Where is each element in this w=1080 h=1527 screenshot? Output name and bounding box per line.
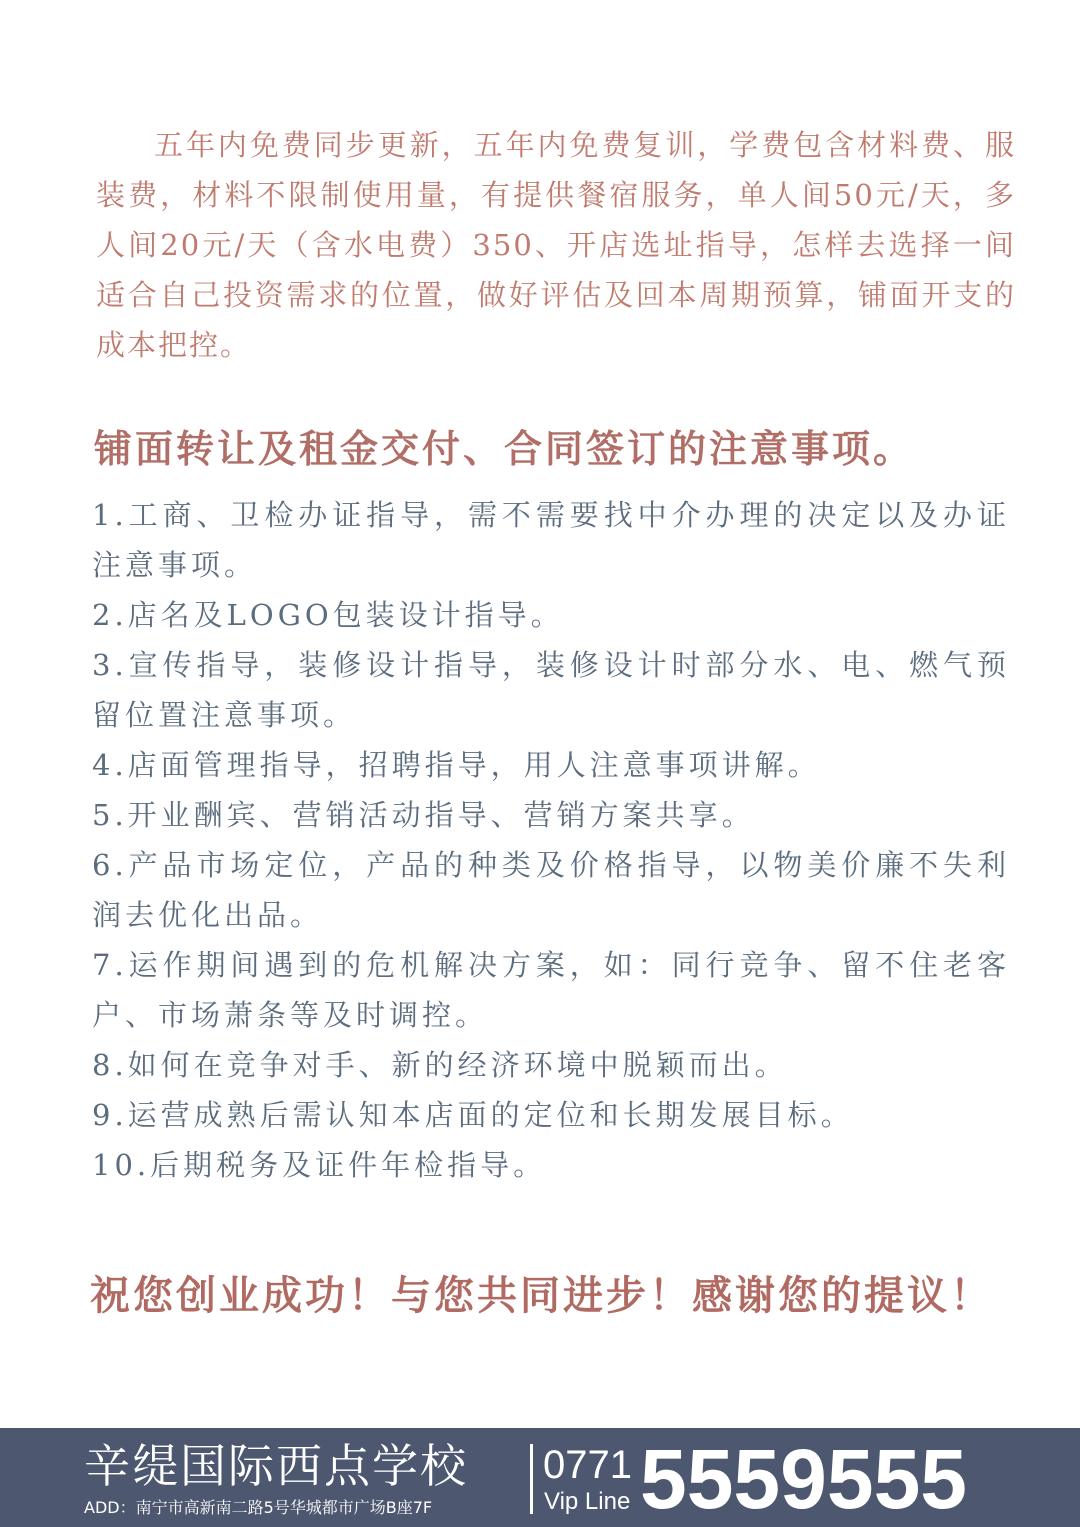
footer-banner xyxy=(0,1428,1080,1527)
phone-area-code: 0771 xyxy=(543,1443,632,1487)
guide-item: 9.运营成熟后需认知本店面的定位和长期发展目标。 xyxy=(92,1098,854,1132)
phone-number: 5559555 xyxy=(640,1432,968,1526)
intro-paragraph: 五年内免费同步更新，五年内免费复训，学费包含材料费、服装费，材料不限制使用量，有提供餐宿服务，单人间50元/天，多人间20元/天（含水电费）350、开店选址指导，怎样去选择一间适合自己投资需求的位置，做好评估及回本周期预算，铺面开支的成本把控。 xyxy=(96,128,1016,362)
guide-item: 3.宣传指导，装修设计指导，装修设计时部分水、电、燃气预留位置注意事项。 xyxy=(92,648,1010,732)
guide-item: 5.开业酬宾、营销活动指导、营销方案共享。 xyxy=(92,798,755,832)
section-title: 铺面转让及租金交付、合同签订的注意事项。 xyxy=(94,426,915,471)
closing-message: 祝您创业成功！与您共同进步！感谢您的提议！ xyxy=(90,1272,993,1319)
school-address: ADD：南宁市高新南二路5号华城都市广场B座7F xyxy=(84,1498,433,1517)
guide-item: 10.后期税务及证件年检指导。 xyxy=(92,1148,547,1182)
guide-item: 8.如何在竞争对手、新的经济环境中脱颖而出。 xyxy=(92,1048,788,1082)
guide-item: 1.工商、卫检办证指导，需不需要找中介办理的决定以及办证注意事项。 xyxy=(92,498,1010,582)
footer-divider xyxy=(530,1444,533,1514)
guide-item: 2.店名及LOGO包装设计指导。 xyxy=(92,598,564,632)
guide-list xyxy=(92,490,1010,1190)
guide-item: 6.产品市场定位，产品的种类及价格指导，以物美价廉不失利润去优化出品。 xyxy=(92,848,1010,932)
vip-line-label: Vip Line xyxy=(544,1488,631,1515)
guide-item: 4.店面管理指导，招聘指导，用人注意事项讲解。 xyxy=(92,748,821,782)
school-name: 辛缇国际西点学校 xyxy=(84,1439,468,1493)
guide-item: 7.运作期间遇到的危机解决方案，如：同行竞争、留不住老客户、市场萧条等及时调控。 xyxy=(92,948,1010,1032)
